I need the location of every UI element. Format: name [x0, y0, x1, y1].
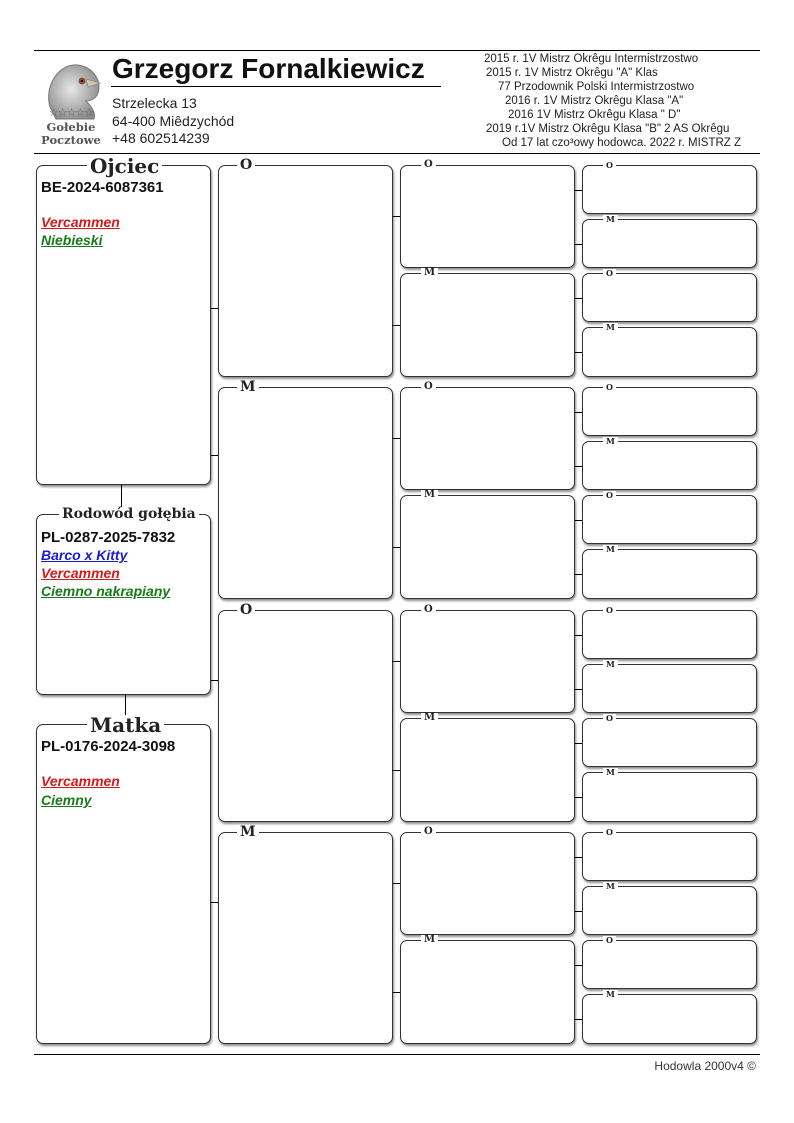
- connector-line: [575, 965, 582, 966]
- male-label: O: [237, 158, 255, 172]
- achievement-line: 77 Przodownik Polski Intermistrzostwo: [498, 81, 695, 93]
- ancestor-box: [582, 322, 757, 377]
- connector-line: [575, 743, 582, 744]
- great-grandparent-box: [400, 267, 575, 377]
- male-label: O: [421, 160, 436, 170]
- connector-line: [575, 911, 582, 912]
- ancestor-box: [582, 659, 757, 713]
- male-label: O: [603, 383, 616, 391]
- address-street: Strzelecka 13: [112, 95, 197, 111]
- ancestor-box: [582, 881, 757, 935]
- great-grandparent-box: [400, 604, 575, 713]
- father-ring-number: BE-2024-6087361: [41, 179, 164, 196]
- connector-line: [575, 797, 582, 798]
- male-label: O: [603, 161, 616, 169]
- connector-line: [575, 244, 582, 245]
- breeder-name-underline: [111, 86, 441, 87]
- male-label: O: [603, 936, 616, 944]
- pigeon-box: [36, 506, 211, 695]
- female-label: M: [237, 825, 259, 839]
- female-label: M: [603, 323, 618, 331]
- female-label: M: [421, 713, 438, 723]
- mother-label: Matka: [87, 715, 164, 735]
- connector-line: [575, 689, 582, 690]
- female-label: M: [237, 380, 259, 394]
- ancestor-box: [582, 827, 757, 881]
- connector-line: [393, 547, 400, 548]
- female-label: M: [421, 268, 438, 278]
- connector-line: [575, 857, 582, 858]
- pigeon-color: Ciemno nakrapiany: [41, 583, 171, 599]
- male-label: O: [421, 827, 436, 837]
- ancestor-box: [582, 544, 757, 599]
- male-label: O: [603, 491, 616, 499]
- ancestor-box: [582, 989, 757, 1044]
- female-label: M: [603, 990, 618, 998]
- connector-line: [575, 635, 582, 636]
- ancestor-box: [582, 713, 757, 767]
- connector-line: [575, 520, 582, 521]
- connector-line: [575, 412, 582, 413]
- connector-line: [393, 216, 400, 217]
- connector-line: [393, 770, 400, 771]
- ancestor-box: [582, 268, 757, 322]
- connector-line: [393, 992, 400, 993]
- female-label: M: [603, 660, 618, 668]
- footer-rule: [34, 1054, 760, 1055]
- software-credit: Hodowla 2000v4 ©: [654, 1059, 756, 1073]
- pigeon-logo: [36, 57, 106, 149]
- great-grandparent-box: [400, 489, 575, 599]
- female-label: M: [603, 882, 618, 890]
- phone-number: +48 602514239: [112, 130, 210, 146]
- male-label: O: [603, 714, 616, 722]
- connector-line: [211, 680, 218, 681]
- achievement-line: 2015 r. 1V Mistrz Okrêgu Intermistrzostwo: [484, 53, 699, 65]
- father-box: [36, 154, 211, 485]
- male-label: O: [603, 606, 616, 614]
- female-label: M: [421, 935, 438, 945]
- address-city: 64-400 Miêdzychód: [112, 113, 235, 129]
- connector-line: [575, 298, 582, 299]
- mother-box: [36, 713, 211, 1044]
- ancestor-box: [582, 490, 757, 544]
- pigeon-name: Barco x Kitty: [41, 547, 128, 563]
- connector-line: [211, 308, 218, 309]
- grandparent-box: [218, 157, 393, 377]
- female-label: M: [603, 437, 618, 445]
- male-label: O: [421, 605, 436, 615]
- connector-line: [575, 190, 582, 191]
- ancestor-box: [582, 436, 757, 490]
- male-label: O: [603, 828, 616, 836]
- connector-line: [575, 574, 582, 575]
- female-label: M: [603, 768, 618, 776]
- connector-line: [393, 325, 400, 326]
- connector-line: [575, 1019, 582, 1020]
- father-strain: Vercammen: [41, 214, 120, 230]
- mother-strain: Vercammen: [41, 773, 120, 789]
- achievement-line: 2019 r.1V Mistrz Okrêgu Klasa "B" 2 AS Okrêgu: [486, 123, 730, 135]
- male-label: O: [237, 603, 255, 617]
- female-label: M: [603, 545, 618, 553]
- female-label: M: [421, 490, 438, 500]
- logo-text-line2: Pocztowe: [41, 133, 101, 147]
- grandparent-box: [218, 379, 393, 599]
- father-color: Niebieski: [41, 232, 103, 248]
- pigeon-pedigree-label: Rodowód gołębia: [59, 507, 199, 521]
- connector-line: [575, 352, 582, 353]
- pigeon-strain: Vercammen: [41, 565, 120, 581]
- ancestor-box: [582, 214, 757, 268]
- achievement-line: 2016 r. 1V Mistrz Okrêgu Klasa "A": [505, 95, 684, 107]
- ancestor-box: [582, 382, 757, 436]
- breeder-name: Grzegorz Fornalkiewicz: [112, 53, 425, 84]
- great-grandparent-box: [400, 826, 575, 935]
- ancestor-box: [582, 160, 757, 214]
- ancestor-box: [582, 935, 757, 989]
- grandparent-box: [218, 824, 393, 1044]
- connector-line: [121, 485, 122, 507]
- mother-color: Ciemny: [41, 792, 92, 808]
- achievement-line: 2016 1V Mistrz Okrêgu Klasa " D": [508, 109, 681, 121]
- ancestor-box: [582, 605, 757, 659]
- ancestor-box: [582, 767, 757, 822]
- female-label: M: [603, 215, 618, 223]
- logo-text-line1: Gołebie: [46, 120, 96, 134]
- great-grandparent-box: [400, 934, 575, 1044]
- achievement-line: 2015 r. 1V Mistrz Okrêgu "A" Klas: [486, 67, 658, 79]
- great-grandparent-box: [400, 159, 575, 268]
- connector-line: [393, 661, 400, 662]
- connector-line: [393, 883, 400, 884]
- great-grandparent-box: [400, 712, 575, 822]
- grandparent-box: [218, 602, 393, 822]
- mother-ring-number: PL-0176-2024-3098: [41, 738, 176, 755]
- pigeon-ring-number: PL-0287-2025-7832: [41, 529, 176, 546]
- header-top-rule: [34, 50, 760, 51]
- connector-line: [393, 438, 400, 439]
- male-label: O: [421, 382, 436, 392]
- great-grandparent-box: [400, 381, 575, 490]
- father-label: Ojciec: [87, 156, 162, 176]
- connector-line: [211, 455, 218, 456]
- achievement-line: Od 17 lat czo³owy hodowca. 2022 r. MISTRZ Z: [502, 137, 742, 149]
- connector-line: [575, 466, 582, 467]
- logo-stars: ☆☆☆☆☆: [48, 107, 94, 119]
- connector-line: [211, 902, 218, 903]
- male-label: O: [603, 269, 616, 277]
